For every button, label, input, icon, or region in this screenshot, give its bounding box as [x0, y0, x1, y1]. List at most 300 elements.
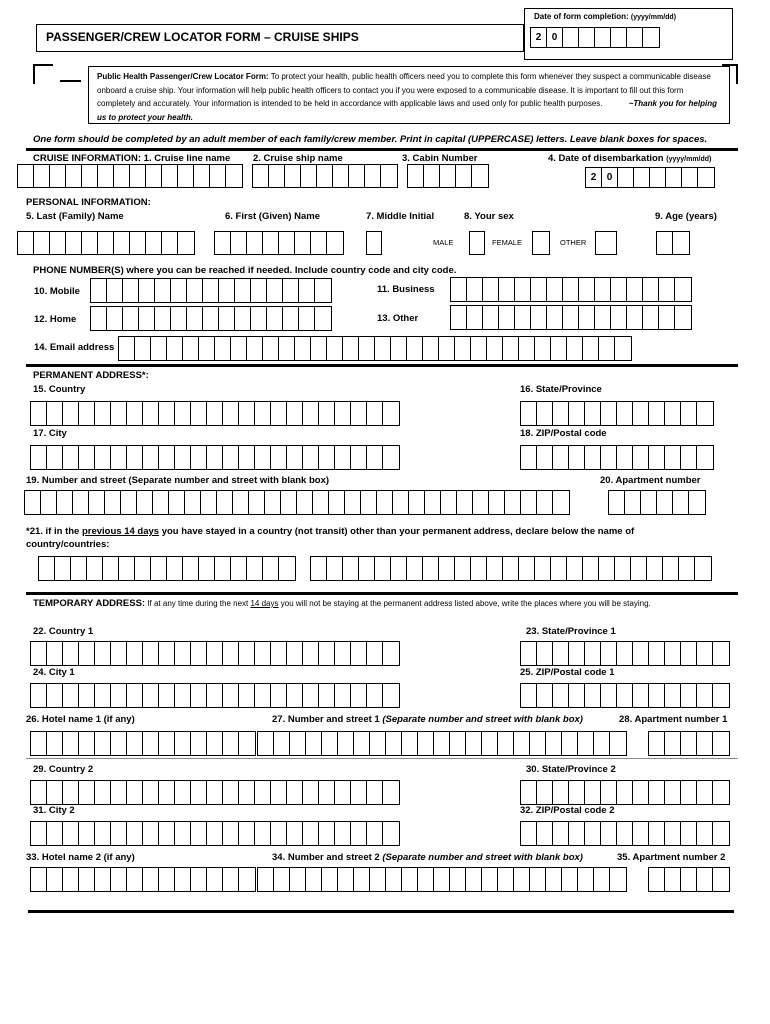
char-box[interactable] [146, 165, 162, 187]
temp-apartment-1-field[interactable] [648, 731, 730, 756]
char-box[interactable] [367, 642, 383, 665]
char-box[interactable] [327, 232, 343, 254]
char-box[interactable] [601, 822, 617, 845]
char-box[interactable] [569, 446, 585, 469]
char-box[interactable] [535, 557, 551, 580]
char-box[interactable] [79, 732, 95, 755]
char-box[interactable] [299, 307, 315, 330]
char-box[interactable] [123, 279, 139, 302]
char-box[interactable] [351, 446, 367, 469]
email-field[interactable] [118, 336, 632, 361]
char-box[interactable] [713, 868, 729, 891]
country-field[interactable] [30, 401, 400, 426]
char-box[interactable] [95, 642, 111, 665]
char-box[interactable] [253, 165, 269, 187]
char-box[interactable] [659, 278, 675, 301]
char-box[interactable] [611, 278, 627, 301]
char-box[interactable] [50, 232, 66, 254]
char-box[interactable] [201, 491, 217, 514]
char-box[interactable] [191, 868, 207, 891]
char-box[interactable] [615, 557, 631, 580]
char-box[interactable] [135, 557, 151, 580]
char-box[interactable] [515, 278, 531, 301]
char-box[interactable] [239, 781, 255, 804]
char-box[interactable] [47, 446, 63, 469]
char-box[interactable] [95, 781, 111, 804]
char-box[interactable] [649, 684, 665, 707]
char-box[interactable] [595, 28, 611, 47]
char-box[interactable] [418, 732, 434, 755]
char-box[interactable] [223, 642, 239, 665]
char-box[interactable] [499, 306, 515, 329]
char-box[interactable] [111, 642, 127, 665]
char-box[interactable] [519, 557, 535, 580]
char-box[interactable]: 2 [586, 168, 602, 187]
char-box[interactable] [251, 279, 267, 302]
apartment-field[interactable] [608, 490, 706, 515]
char-box[interactable] [313, 491, 329, 514]
char-box[interactable] [633, 402, 649, 425]
char-box[interactable] [159, 822, 175, 845]
char-box[interactable] [235, 307, 251, 330]
char-box[interactable] [191, 732, 207, 755]
char-box[interactable] [223, 781, 239, 804]
char-box[interactable] [162, 232, 178, 254]
char-box[interactable] [127, 781, 143, 804]
char-box[interactable] [367, 781, 383, 804]
char-box[interactable] [311, 557, 327, 580]
char-box[interactable] [239, 446, 255, 469]
char-box[interactable] [423, 557, 439, 580]
other-phone-field[interactable] [450, 305, 692, 330]
char-box[interactable] [665, 684, 681, 707]
char-box[interactable] [698, 168, 714, 187]
char-box[interactable] [207, 402, 223, 425]
char-box[interactable] [151, 337, 167, 360]
char-box[interactable] [579, 278, 595, 301]
char-box[interactable] [697, 642, 713, 665]
char-box[interactable] [695, 557, 711, 580]
char-box[interactable] [319, 446, 335, 469]
char-box[interactable] [681, 402, 697, 425]
char-box[interactable] [649, 402, 665, 425]
char-box[interactable] [63, 402, 79, 425]
char-box[interactable] [489, 491, 505, 514]
char-box[interactable] [98, 165, 114, 187]
char-box[interactable] [274, 868, 290, 891]
char-box[interactable] [599, 557, 615, 580]
char-box[interactable] [530, 732, 546, 755]
char-box[interactable] [175, 732, 191, 755]
char-box[interactable] [137, 491, 153, 514]
char-box[interactable] [697, 732, 713, 755]
char-box[interactable] [315, 279, 331, 302]
char-box[interactable] [271, 684, 287, 707]
char-box[interactable] [66, 165, 82, 187]
char-box[interactable] [217, 491, 233, 514]
char-box[interactable] [665, 732, 681, 755]
char-box[interactable] [159, 642, 175, 665]
char-box[interactable] [95, 868, 111, 891]
char-box[interactable] [370, 732, 386, 755]
char-box[interactable] [178, 232, 194, 254]
char-box[interactable] [483, 278, 499, 301]
char-box[interactable] [263, 337, 279, 360]
char-box[interactable] [39, 557, 55, 580]
char-box[interactable] [601, 402, 617, 425]
char-box[interactable] [34, 232, 50, 254]
char-box[interactable] [441, 491, 457, 514]
char-box[interactable] [482, 732, 498, 755]
char-box[interactable] [697, 402, 713, 425]
char-box[interactable] [18, 165, 34, 187]
char-box[interactable] [531, 306, 547, 329]
char-box[interactable] [370, 868, 386, 891]
char-box[interactable] [111, 732, 127, 755]
char-box[interactable] [63, 781, 79, 804]
char-box[interactable] [105, 491, 121, 514]
char-box[interactable] [107, 279, 123, 302]
char-box[interactable] [91, 307, 107, 330]
char-box[interactable] [146, 232, 162, 254]
char-box[interactable] [162, 165, 178, 187]
char-box[interactable] [223, 822, 239, 845]
char-box[interactable] [130, 232, 146, 254]
char-box[interactable] [697, 446, 713, 469]
char-box[interactable] [367, 684, 383, 707]
char-box[interactable] [207, 642, 223, 665]
char-box[interactable] [467, 278, 483, 301]
char-box[interactable] [361, 491, 377, 514]
char-box[interactable] [466, 732, 482, 755]
char-box[interactable] [285, 165, 301, 187]
char-box[interactable] [537, 491, 553, 514]
char-box[interactable] [303, 446, 319, 469]
char-box[interactable] [311, 337, 327, 360]
char-box[interactable] [354, 732, 370, 755]
char-box[interactable] [303, 781, 319, 804]
char-box[interactable] [223, 732, 239, 755]
char-box[interactable] [82, 165, 98, 187]
char-box[interactable] [681, 684, 697, 707]
char-box[interactable] [351, 402, 367, 425]
char-box[interactable] [47, 822, 63, 845]
char-box[interactable] [579, 306, 595, 329]
char-box[interactable] [466, 868, 482, 891]
previous-country-1-field[interactable] [38, 556, 296, 581]
previous-country-2-field[interactable] [310, 556, 712, 581]
char-box[interactable] [585, 684, 601, 707]
char-box[interactable] [499, 278, 515, 301]
char-box[interactable] [578, 868, 594, 891]
char-box[interactable] [578, 732, 594, 755]
char-box[interactable] [258, 732, 274, 755]
char-box[interactable] [63, 446, 79, 469]
char-box[interactable] [713, 781, 729, 804]
hotel-2-field[interactable] [30, 867, 256, 892]
cruise-line-field[interactable] [17, 164, 243, 188]
char-box[interactable] [383, 402, 399, 425]
sex-other-checkbox[interactable] [595, 231, 617, 255]
char-box[interactable] [713, 822, 729, 845]
char-box[interactable] [130, 165, 146, 187]
char-box[interactable] [87, 557, 103, 580]
char-box[interactable] [31, 781, 47, 804]
char-box[interactable] [335, 402, 351, 425]
char-box[interactable] [139, 307, 155, 330]
char-box[interactable] [383, 446, 399, 469]
char-box[interactable] [114, 232, 130, 254]
char-box[interactable] [175, 402, 191, 425]
char-box[interactable] [215, 232, 231, 254]
temp-country-2-field[interactable] [30, 780, 400, 805]
char-box[interactable] [210, 165, 226, 187]
char-box[interactable] [287, 781, 303, 804]
char-box[interactable] [303, 642, 319, 665]
char-box[interactable] [402, 868, 418, 891]
char-box[interactable] [319, 642, 335, 665]
char-box[interactable] [649, 868, 665, 891]
char-box[interactable] [451, 278, 467, 301]
char-box[interactable] [450, 868, 466, 891]
char-box[interactable] [239, 642, 255, 665]
char-box[interactable] [569, 642, 585, 665]
char-box[interactable] [63, 868, 79, 891]
char-box[interactable] [287, 822, 303, 845]
char-box[interactable] [531, 278, 547, 301]
char-box[interactable] [57, 491, 73, 514]
char-box[interactable] [279, 557, 295, 580]
char-box[interactable] [515, 306, 531, 329]
char-box[interactable] [643, 28, 659, 47]
char-box[interactable] [521, 684, 537, 707]
char-box[interactable] [681, 732, 697, 755]
char-box[interactable] [103, 557, 119, 580]
sex-male-checkbox[interactable] [469, 231, 485, 255]
char-box[interactable] [537, 684, 553, 707]
char-box[interactable] [617, 822, 633, 845]
char-box[interactable] [263, 557, 279, 580]
char-box[interactable] [191, 446, 207, 469]
char-box[interactable] [359, 337, 375, 360]
char-box[interactable] [18, 232, 34, 254]
char-box[interactable] [359, 557, 375, 580]
char-box[interactable]: 0 [547, 28, 563, 47]
char-box[interactable] [159, 446, 175, 469]
char-box[interactable] [367, 822, 383, 845]
char-box[interactable] [335, 781, 351, 804]
char-box[interactable] [585, 446, 601, 469]
char-box[interactable] [434, 868, 450, 891]
city-field[interactable] [30, 445, 400, 470]
char-box[interactable] [681, 781, 697, 804]
char-box[interactable] [457, 491, 473, 514]
char-box[interactable] [79, 868, 95, 891]
char-box[interactable] [258, 868, 274, 891]
char-box[interactable] [681, 868, 697, 891]
char-box[interactable] [167, 337, 183, 360]
char-box[interactable] [279, 337, 295, 360]
char-box[interactable] [279, 232, 295, 254]
char-box[interactable] [673, 491, 689, 514]
char-box[interactable] [79, 822, 95, 845]
char-box[interactable] [207, 822, 223, 845]
temp-street-2-field[interactable] [257, 867, 627, 892]
char-box[interactable] [191, 402, 207, 425]
state-field[interactable] [520, 401, 714, 426]
char-box[interactable] [231, 337, 247, 360]
char-box[interactable] [657, 232, 673, 254]
char-box[interactable] [657, 491, 673, 514]
temp-country-1-field[interactable] [30, 641, 400, 666]
char-box[interactable] [365, 165, 381, 187]
char-box[interactable] [569, 781, 585, 804]
char-box[interactable] [135, 337, 151, 360]
char-box[interactable] [537, 781, 553, 804]
char-box[interactable] [487, 337, 503, 360]
char-box[interactable] [643, 278, 659, 301]
char-box[interactable] [155, 307, 171, 330]
char-box[interactable] [562, 868, 578, 891]
char-box[interactable] [31, 684, 47, 707]
char-box[interactable] [287, 684, 303, 707]
char-box[interactable] [95, 446, 111, 469]
char-box[interactable] [713, 732, 729, 755]
char-box[interactable] [31, 732, 47, 755]
char-box[interactable] [615, 337, 631, 360]
char-box[interactable] [185, 491, 201, 514]
char-box[interactable] [226, 165, 242, 187]
char-box[interactable] [233, 491, 249, 514]
char-box[interactable] [627, 28, 643, 47]
temp-zip-2-field[interactable] [520, 821, 730, 846]
char-box[interactable] [231, 232, 247, 254]
char-box[interactable] [679, 557, 695, 580]
char-box[interactable] [487, 557, 503, 580]
char-box[interactable] [47, 732, 63, 755]
char-box[interactable] [681, 446, 697, 469]
char-box[interactable] [274, 732, 290, 755]
char-box[interactable] [563, 28, 579, 47]
char-box[interactable] [127, 684, 143, 707]
char-box[interactable] [407, 337, 423, 360]
char-box[interactable] [471, 337, 487, 360]
temp-apartment-2-field[interactable] [648, 867, 730, 892]
char-box[interactable] [367, 402, 383, 425]
char-box[interactable] [335, 446, 351, 469]
char-box[interactable] [610, 732, 626, 755]
char-box[interactable] [25, 491, 41, 514]
char-box[interactable] [295, 232, 311, 254]
char-box[interactable] [89, 491, 105, 514]
char-box[interactable] [79, 684, 95, 707]
char-box[interactable] [611, 306, 627, 329]
first-name-field[interactable] [214, 231, 344, 255]
char-box[interactable] [682, 168, 698, 187]
char-box[interactable] [381, 165, 397, 187]
char-box[interactable] [127, 402, 143, 425]
char-box[interactable] [666, 168, 682, 187]
char-box[interactable] [647, 557, 663, 580]
char-box[interactable] [631, 557, 647, 580]
char-box[interactable] [627, 278, 643, 301]
char-box[interactable] [255, 781, 271, 804]
char-box[interactable] [338, 868, 354, 891]
char-box[interactable] [199, 557, 215, 580]
char-box[interactable] [63, 732, 79, 755]
char-box[interactable] [375, 337, 391, 360]
char-box[interactable] [322, 868, 338, 891]
char-box[interactable] [391, 337, 407, 360]
char-box[interactable] [66, 232, 82, 254]
char-box[interactable] [697, 822, 713, 845]
char-box[interactable] [338, 732, 354, 755]
char-box[interactable] [483, 306, 499, 329]
char-box[interactable] [143, 684, 159, 707]
char-box[interactable] [303, 822, 319, 845]
char-box[interactable] [223, 684, 239, 707]
char-box[interactable] [551, 337, 567, 360]
char-box[interactable] [127, 446, 143, 469]
char-box[interactable] [127, 642, 143, 665]
char-box[interactable] [335, 822, 351, 845]
char-box[interactable] [546, 732, 562, 755]
char-box[interactable] [207, 446, 223, 469]
char-box[interactable] [471, 557, 487, 580]
cruise-ship-field[interactable] [252, 164, 398, 188]
char-box[interactable] [207, 868, 223, 891]
char-box[interactable] [521, 446, 537, 469]
char-box[interactable] [634, 168, 650, 187]
char-box[interactable] [643, 306, 659, 329]
char-box[interactable] [299, 279, 315, 302]
char-box[interactable] [455, 337, 471, 360]
char-box[interactable] [155, 279, 171, 302]
char-box[interactable] [31, 642, 47, 665]
char-box[interactable] [519, 337, 535, 360]
char-box[interactable] [611, 28, 627, 47]
char-box[interactable] [345, 491, 361, 514]
char-box[interactable] [665, 868, 681, 891]
char-box[interactable] [617, 684, 633, 707]
char-box[interactable] [290, 868, 306, 891]
char-box[interactable] [143, 732, 159, 755]
char-box[interactable] [649, 781, 665, 804]
char-box[interactable] [306, 868, 322, 891]
char-box[interactable] [183, 557, 199, 580]
char-box[interactable] [47, 868, 63, 891]
char-box[interactable] [127, 822, 143, 845]
char-box[interactable] [599, 337, 615, 360]
char-box[interactable] [63, 684, 79, 707]
char-box[interactable] [31, 868, 47, 891]
char-box[interactable] [601, 684, 617, 707]
char-box[interactable] [265, 491, 281, 514]
char-box[interactable] [367, 446, 383, 469]
char-box[interactable] [505, 491, 521, 514]
char-box[interactable] [633, 822, 649, 845]
char-box[interactable] [303, 402, 319, 425]
char-box[interactable] [111, 822, 127, 845]
char-box[interactable] [167, 557, 183, 580]
char-box[interactable] [451, 306, 467, 329]
char-box[interactable] [595, 306, 611, 329]
char-box[interactable] [553, 781, 569, 804]
char-box[interactable] [95, 402, 111, 425]
char-box[interactable] [283, 279, 299, 302]
char-box[interactable] [79, 402, 95, 425]
char-box[interactable] [675, 278, 691, 301]
